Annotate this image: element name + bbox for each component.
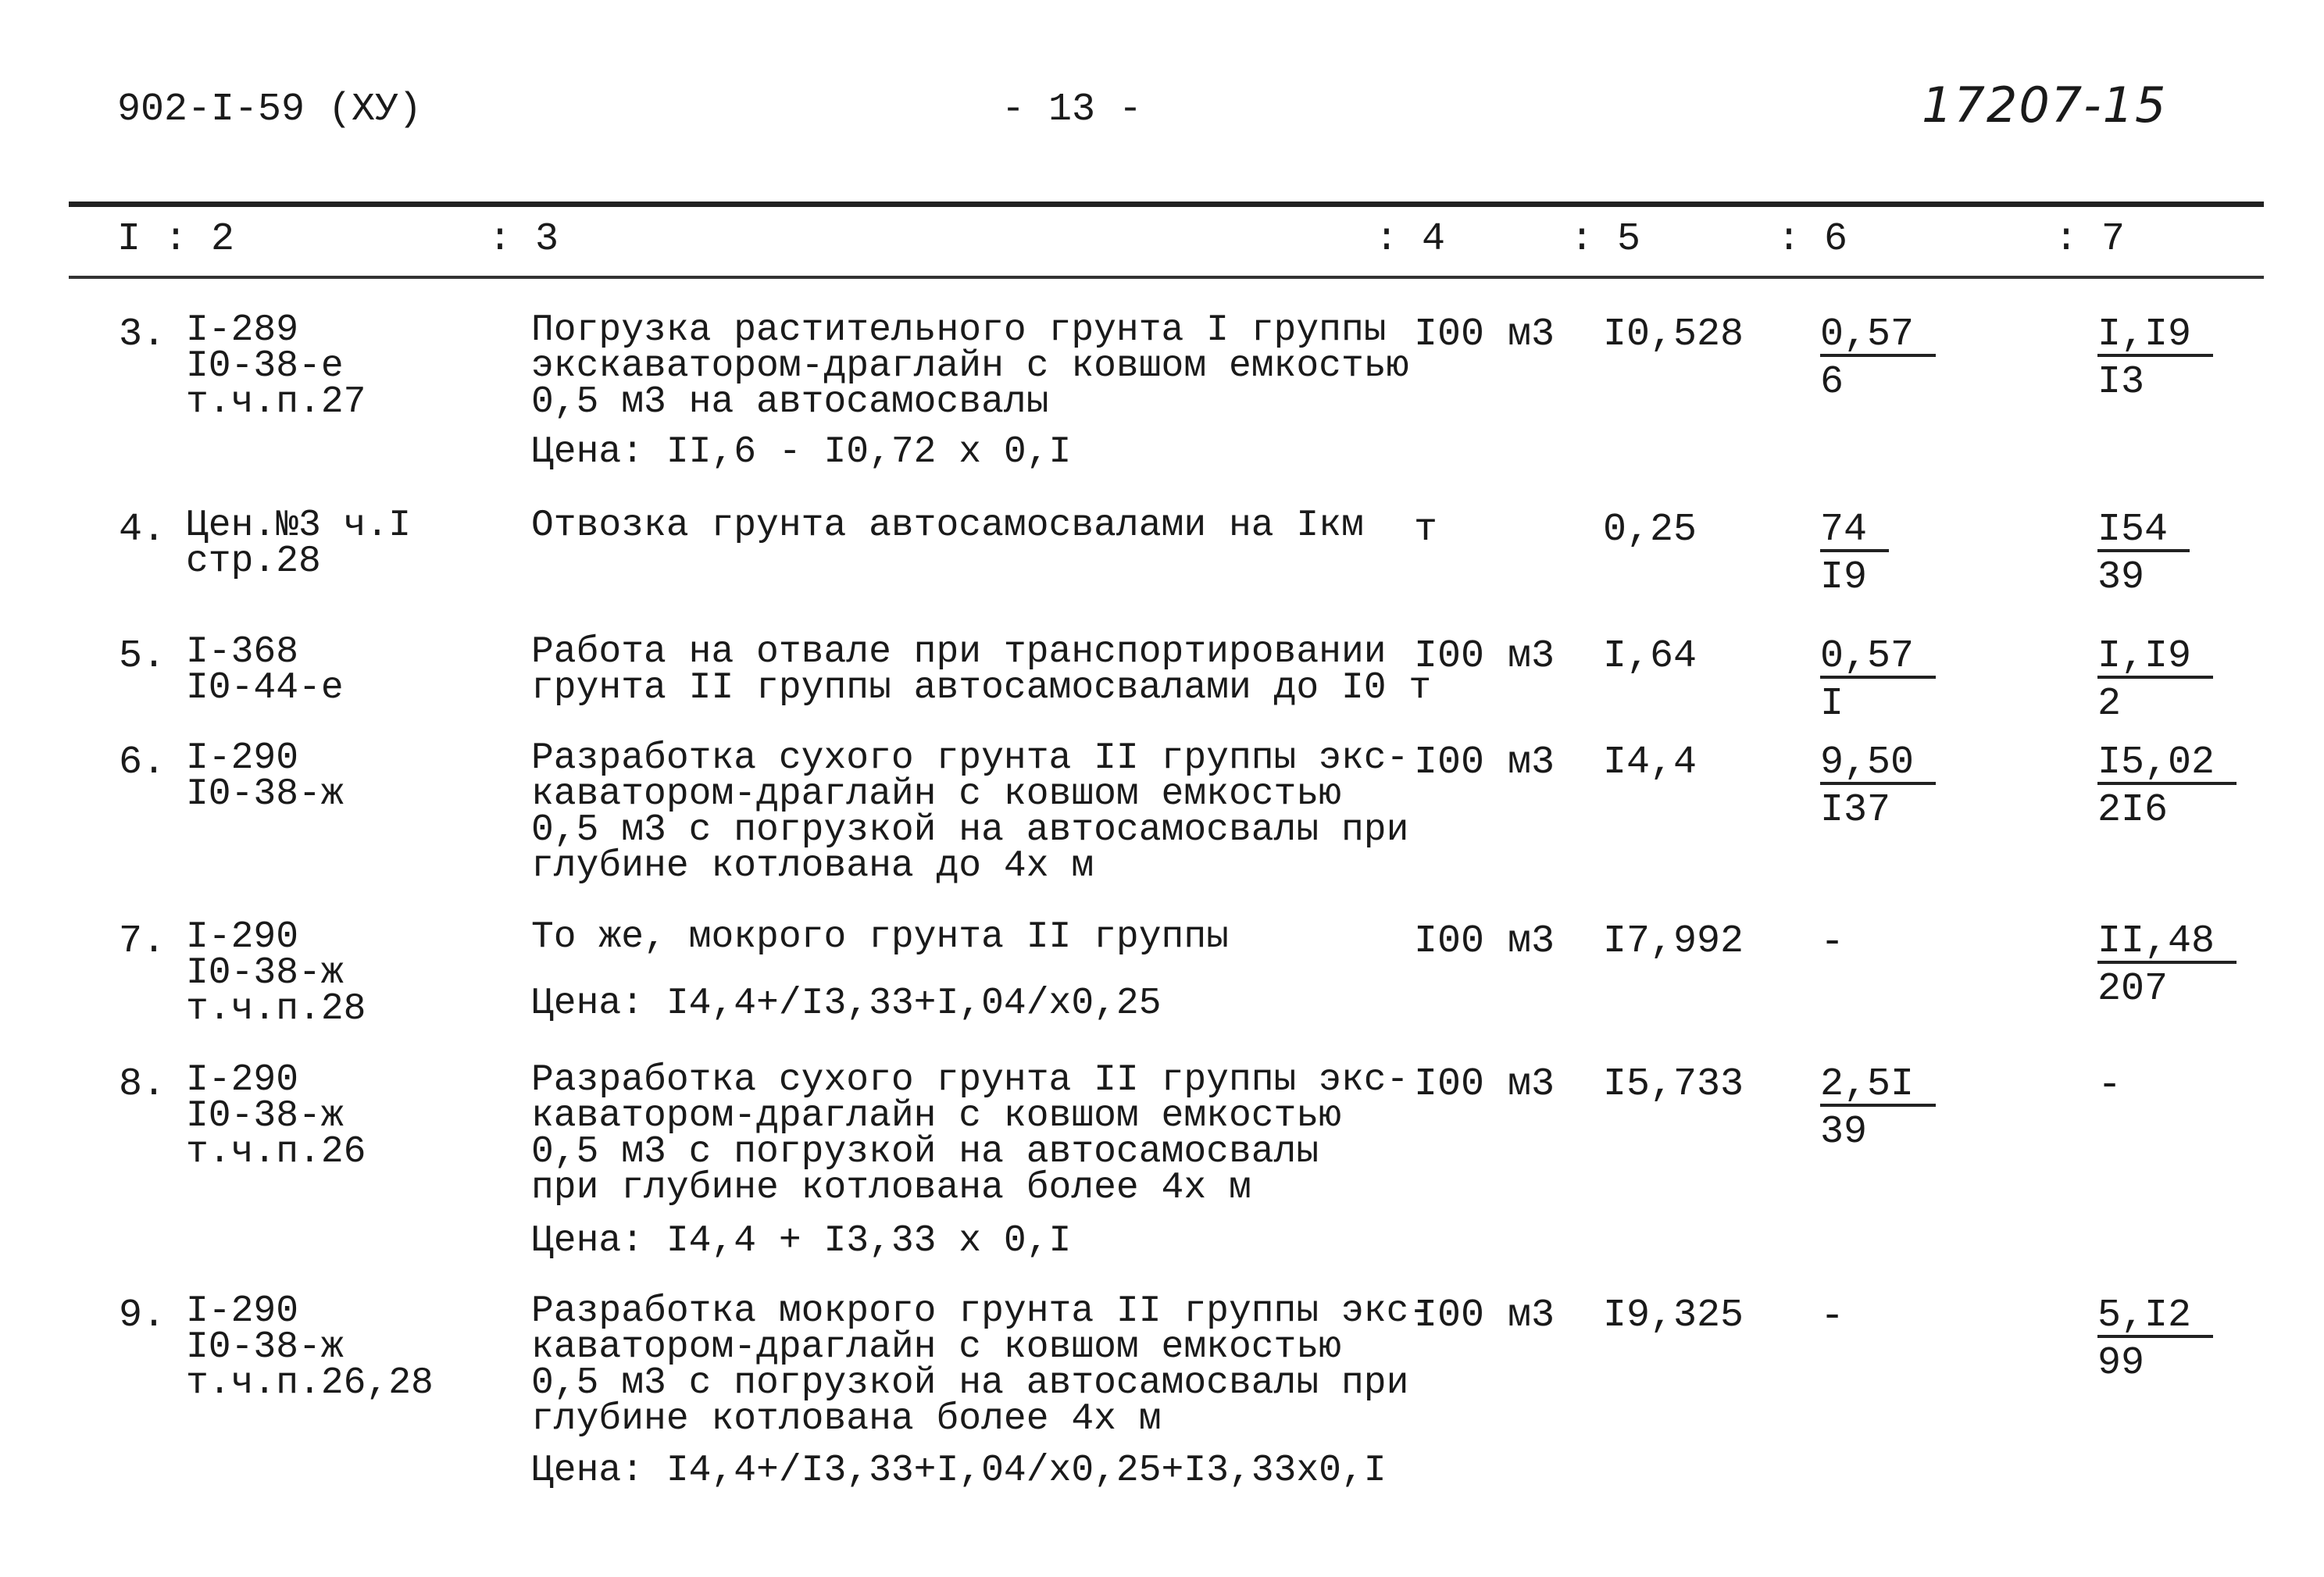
work-description-line: 0,5 м3 с погрузкой на автосамосвалы при (531, 809, 1409, 851)
price-formula: Цена: II,6 - I0,72 x 0,I (531, 431, 1072, 473)
norm-code-line: I-368 (186, 631, 299, 673)
work-description-line: экскаватором-драглайн с ковшом емкостью (531, 345, 1409, 387)
page-number: - 13 - (1001, 87, 1143, 132)
work-description-line: каватором-драглайн с ковшом емкостью (531, 1095, 1341, 1137)
fraction-denominator: 2 (2097, 682, 2122, 726)
norm-code-line: I-290 (186, 1059, 299, 1101)
quantity: 0,25 (1603, 508, 1697, 552)
norm-code (186, 309, 366, 423)
cost-fraction-c7 (2097, 919, 2237, 1015)
fraction-numerator: II,48 (2097, 923, 2237, 964)
handwritten-stamp: 17207-15 (1922, 77, 2168, 134)
fraction-numerator: I,I9 (2097, 638, 2213, 679)
price-formula: Цена: I4,4+/I3,33+I,04/x0,25+I3,33x0,I (531, 1450, 1387, 1492)
norm-code (186, 631, 344, 709)
fraction-denominator: 99 (2097, 1341, 2145, 1386)
norm-code-line: I0-38-ж (186, 1095, 344, 1137)
work-description-line: Разработка мокрого грунта II группы экс- (531, 1290, 1432, 1333)
norm-code-line: I-290 (186, 916, 299, 958)
column-header-5: : 5 (1570, 217, 1641, 262)
empty-dash: - (2097, 1062, 2122, 1108)
work-description (531, 1290, 1432, 1440)
cost-fraction-c7 (2097, 312, 2213, 409)
work-description-line: Погрузка растительного грунта I группы (531, 309, 1387, 351)
quantity: I7,992 (1603, 919, 1744, 964)
work-description (531, 309, 1409, 423)
fraction-denominator: I9 (1820, 555, 1868, 600)
document-code: 902-I-59 (XУ) (117, 87, 423, 132)
norm-code-line: I0-38-ж (186, 773, 344, 815)
norm-code (186, 1290, 434, 1404)
work-description-line: каватором-драглайн с ковшом емкостью (531, 773, 1341, 815)
quantity: I,64 (1603, 634, 1697, 679)
unit-of-measure: I00 м3 (1414, 312, 1555, 357)
norm-code-line: I0-44-e (186, 667, 344, 709)
column-header-6: : 6 (1777, 217, 1848, 262)
norm-code-line: Цен.№3 ч.I (186, 505, 412, 547)
empty-dash: - (1820, 1293, 1845, 1340)
norm-code (186, 505, 412, 583)
fraction-numerator: 0,57 (1820, 638, 1936, 679)
fraction-numerator: 2,5I (1820, 1066, 1936, 1107)
work-description (531, 1059, 1409, 1209)
norm-code-line: т.ч.п.26 (186, 1131, 366, 1173)
row-number: 3. (119, 312, 166, 357)
work-description (531, 916, 1229, 958)
row-number: 6. (119, 740, 166, 785)
fraction-denominator: I37 (1820, 788, 1891, 833)
work-description (531, 505, 1364, 547)
norm-code-line: I0-38-ж (186, 952, 344, 994)
cost-fraction-c6 (1820, 919, 1844, 965)
unit-of-measure: I00 м3 (1414, 740, 1555, 785)
work-description (531, 737, 1409, 887)
column-header-4: : 4 (1375, 217, 1446, 262)
norm-code (186, 737, 344, 815)
row-number: 4. (119, 508, 166, 552)
fraction-denominator: I (1820, 682, 1844, 726)
norm-code (186, 1059, 366, 1173)
cost-fraction-c7 (2097, 634, 2213, 730)
work-description-line: 0,5 м3 с погрузкой на автосамосвалы (531, 1131, 1319, 1173)
work-description-line: при глубине котлована более 4х м (531, 1167, 1251, 1209)
fraction-numerator: I54 (2097, 512, 2190, 552)
quantity: I4,4 (1603, 740, 1697, 785)
work-description-line: То же, мокрого грунта II группы (531, 916, 1229, 958)
quantity: I9,325 (1603, 1293, 1744, 1338)
quantity: I0,528 (1603, 312, 1744, 357)
fraction-denominator: 39 (2097, 555, 2145, 600)
column-header-3: : 3 (488, 217, 559, 262)
norm-code-line: I0-38-e (186, 345, 344, 387)
row-number: 5. (119, 634, 166, 679)
norm-code-line: I-290 (186, 1290, 299, 1333)
cost-fraction-c6 (1820, 1293, 1844, 1340)
fraction-numerator: 9,50 (1820, 744, 1936, 785)
row-number: 7. (119, 919, 166, 964)
work-description-line: каватором-драглайн с ковшом емкостью (531, 1326, 1341, 1368)
cost-fraction-c6 (1820, 312, 1936, 409)
norm-code (186, 916, 366, 1030)
cost-fraction-c7 (2097, 1062, 2122, 1108)
unit-of-measure: I00 м3 (1414, 919, 1555, 964)
cost-fraction-c6 (1820, 740, 1936, 837)
column-header-1-2: I : 2 (117, 217, 235, 262)
norm-code-line: т.ч.п.26,28 (186, 1362, 434, 1404)
table-top-rule (69, 202, 2264, 207)
work-description-line: грунта II группы автосамосвалами до I0 т (531, 667, 1432, 709)
fraction-denominator: 2I6 (2097, 788, 2169, 833)
quantity: I5,733 (1603, 1062, 1744, 1107)
row-number: 8. (119, 1062, 166, 1107)
empty-dash: - (1820, 919, 1845, 965)
cost-fraction-c7 (2097, 1293, 2213, 1390)
norm-code-line: стр.28 (186, 541, 321, 583)
fraction-denominator: 207 (2097, 967, 2169, 1011)
column-header-7: : 7 (2054, 217, 2126, 262)
fraction-numerator: I5,02 (2097, 744, 2237, 785)
price-formula: Цена: I4,4+/I3,33+I,04/x0,25 (531, 983, 1162, 1025)
work-description-line: 0,5 м3 на автосамосвалы (531, 381, 1049, 423)
fraction-denominator: 6 (1820, 360, 1844, 405)
row-number: 9. (119, 1293, 166, 1338)
table-header-rule (69, 276, 2264, 279)
norm-code-line: т.ч.п.28 (186, 988, 366, 1030)
fraction-denominator: I3 (2097, 360, 2145, 405)
work-description-line: Разработка сухого грунта II группы экс- (531, 1059, 1409, 1101)
cost-fraction-c6 (1820, 1062, 1936, 1158)
cost-fraction-c7 (2097, 508, 2190, 604)
cost-fraction-c6 (1820, 634, 1936, 730)
work-description-line: Разработка сухого грунта II группы экс- (531, 737, 1409, 780)
unit-of-measure: т (1414, 508, 1438, 552)
norm-code-line: I0-38-ж (186, 1326, 344, 1368)
unit-of-measure: I00 м3 (1414, 1062, 1555, 1107)
cost-fraction-c7 (2097, 740, 2237, 837)
price-formula: Цена: I4,4 + I3,33 x 0,I (531, 1220, 1072, 1262)
fraction-denominator: 39 (1820, 1110, 1868, 1154)
work-description (531, 631, 1432, 709)
work-description-line: Работа на отвале при транспортировании (531, 631, 1387, 673)
work-description-line: глубине котлована более 4х м (531, 1398, 1162, 1440)
norm-code-line: I-290 (186, 737, 299, 780)
work-description-line: глубине котлована до 4х м (531, 845, 1094, 887)
fraction-numerator: 74 (1820, 512, 1889, 552)
work-description-line: Отвозка грунта автосамосвалами на Iкм (531, 505, 1364, 547)
unit-of-measure: I00 м3 (1414, 634, 1555, 679)
cost-fraction-c6 (1820, 508, 1889, 604)
unit-of-measure: I00 м3 (1414, 1293, 1555, 1338)
fraction-numerator: I,I9 (2097, 316, 2213, 357)
norm-code-line: т.ч.п.27 (186, 381, 366, 423)
fraction-numerator: 0,57 (1820, 316, 1936, 357)
norm-code-line: I-289 (186, 309, 299, 351)
fraction-numerator: 5,I2 (2097, 1297, 2213, 1338)
work-description-line: 0,5 м3 с погрузкой на автосамосвалы при (531, 1362, 1409, 1404)
